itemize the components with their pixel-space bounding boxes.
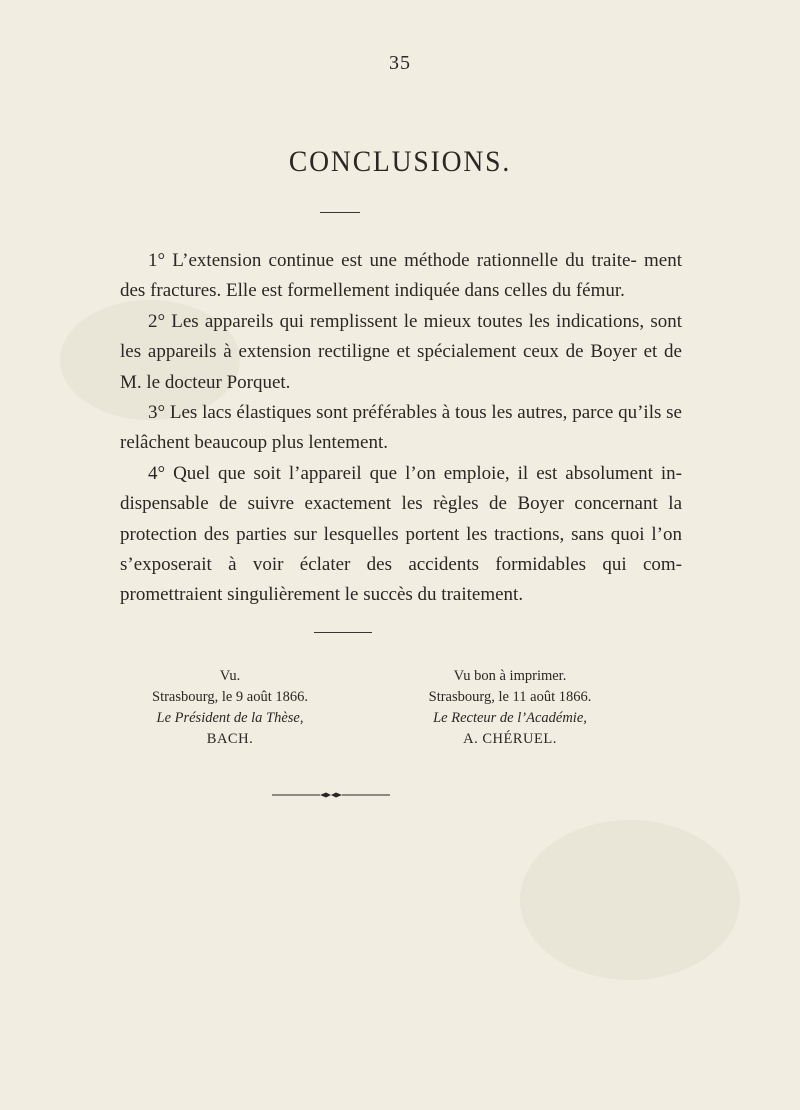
conclusion-item: 4° Quel que soit l’appareil que l’on emploie, il est absolument in- dispensable de suivre exactement les règles de Boyer concernant la protection des parties sur lesquelles portent les tractions, sans quoi l’on s’exposerait à voir éclater des accidents formidables qui com- promettraient singulièrement le succès du traitement. [120,462,682,606]
end-ornament-icon [272,791,390,799]
conclusion-item: 3° Les lacs élastiques sont préférables à tous les autres, parce qu’ils se relâchent beaucoup plus lentement. [120,402,682,454]
page-title: CONCLUSIONS. [288,145,512,178]
title-divider [320,212,360,213]
approval-signatory: BACH. [206,731,254,747]
approval-role: Le Président de la Thèse, [156,710,304,726]
approval-place-date: Strasbourg, le 11 août 1866. [428,689,592,705]
approval-signatory: A. CHÉRUEL. [463,731,557,747]
approval-label: Vu. [219,668,241,684]
approval-rector [390,666,630,750]
section-divider [314,632,372,633]
approval-label: Vu bon à imprimer. [453,668,567,684]
paper-stain [520,820,740,980]
conclusions-list [120,246,682,611]
approval-president [110,666,350,750]
approval-place-date: Strasbourg, le 9 août 1866. [152,689,308,705]
page-number: 35 [389,52,411,74]
conclusion-item: 2° Les appareils qui remplissent le mieux toutes les indications, sont les appareils à extension rectiligne et spécialement ceux de Boyer et de M. le docteur Porquet. [120,310,682,393]
conclusion-item: 1° L’extension continue est une méthode rationnelle du traite- ment des fractures. Elle est formellement indiquée dans celles du fémur. [120,250,682,302]
approval-role: Le Recteur de l’Académie, [433,710,587,726]
